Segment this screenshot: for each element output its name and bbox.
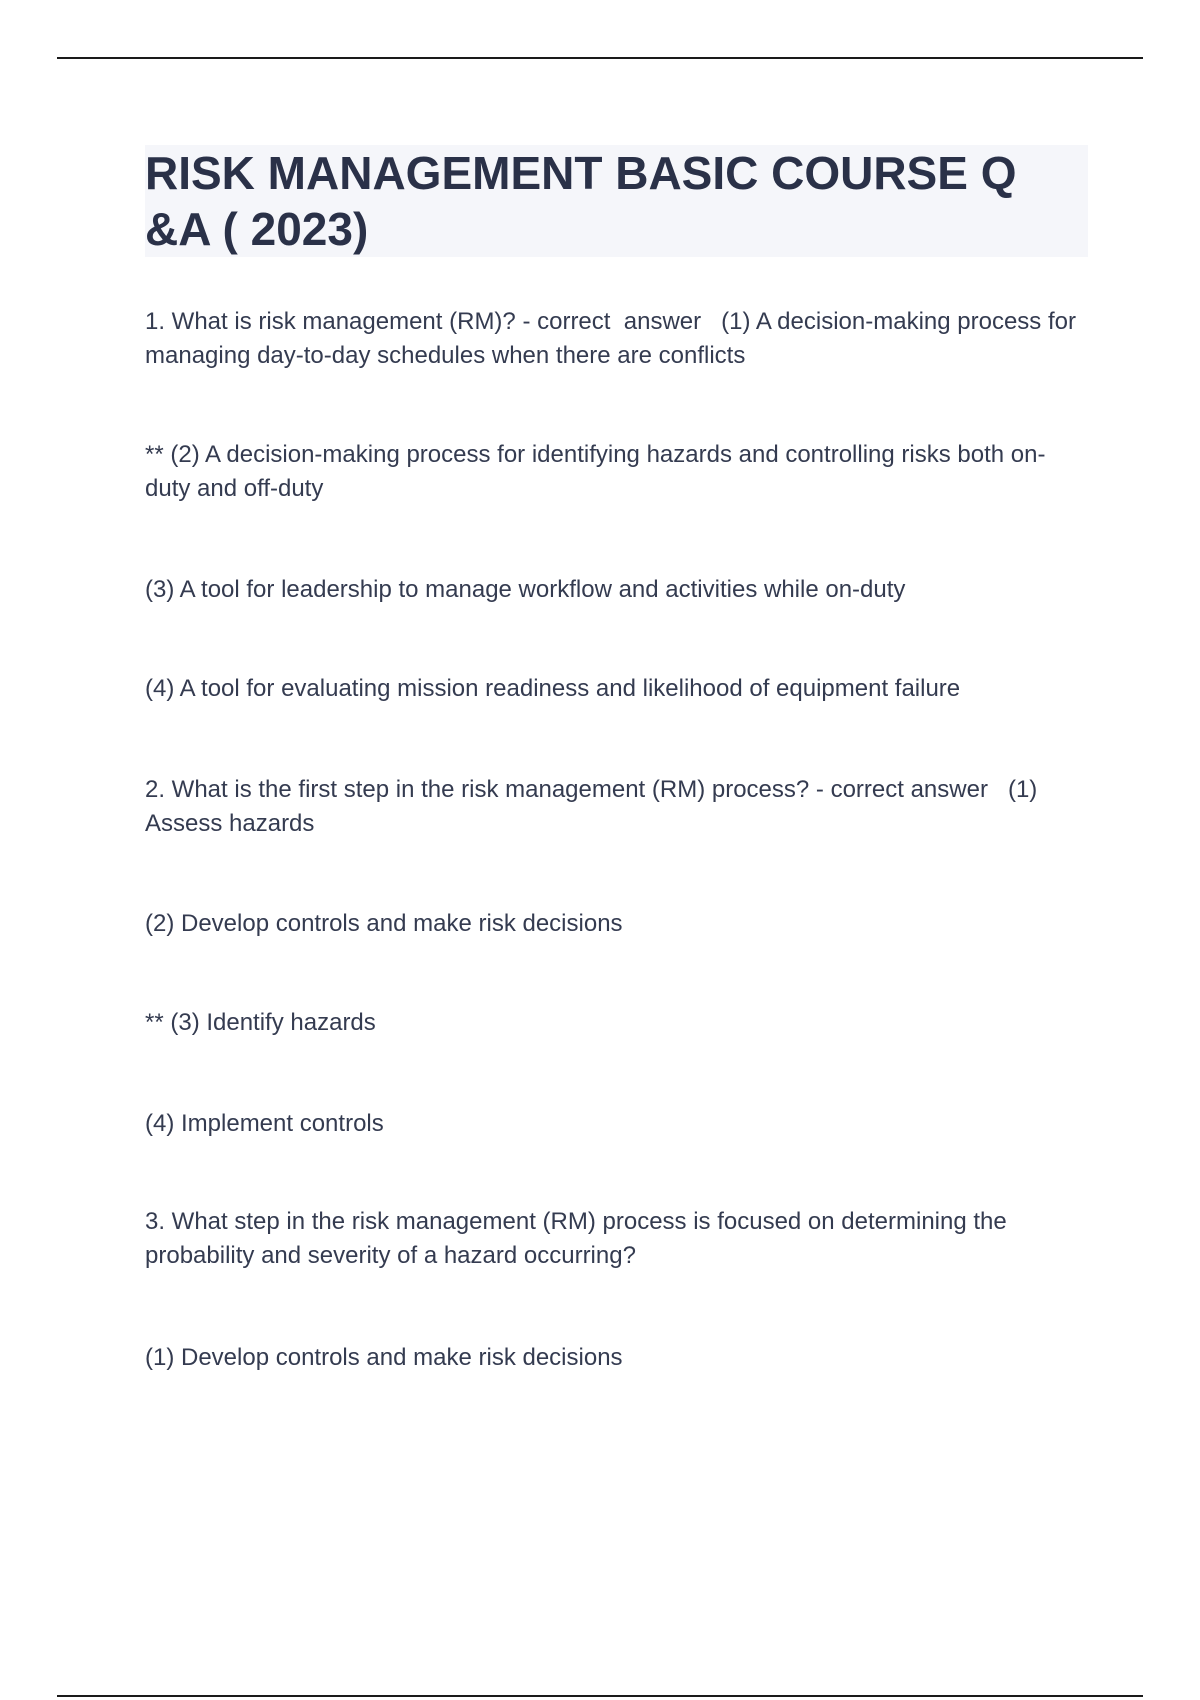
question-2-option-4: (4) Implement controls — [145, 1110, 384, 1137]
question-1: 1. What is risk management (RM)? - correct answer (1) A decision-making process for managing day-to-day schedules when there are conflicts — [145, 308, 1083, 369]
question-1-option-3: (3) A tool for leadership to manage workflow and activities while on-duty — [145, 576, 906, 603]
question-2-option-3: ** (3) Identify hazards — [145, 1009, 376, 1036]
question-2-option-2: (2) Develop controls and make risk decisions — [145, 910, 623, 937]
question-2: 2. What is the first step in the risk management (RM) process? - correct answer (1) Assess hazards — [145, 776, 1043, 837]
top-divider — [57, 57, 1143, 59]
question-1-option-4: (4) A tool for evaluating mission readiness and likelihood of equipment failure — [145, 675, 961, 702]
bottom-divider — [57, 1695, 1143, 1697]
question-3-option-1: (1) Develop controls and make risk decisions — [145, 1344, 623, 1371]
document-title: RISK MANAGEMENT BASIC COURSE Q &A ( 2023) — [145, 147, 1017, 255]
title-block — [145, 145, 1088, 257]
question-3: 3. What step in the risk management (RM) process is focused on determining the probability and severity of a hazard occurring? — [145, 1208, 1014, 1269]
question-1-option-2: ** (2) A decision-making process for identifying hazards and controlling risks both on-duty and off-duty — [145, 441, 1046, 502]
